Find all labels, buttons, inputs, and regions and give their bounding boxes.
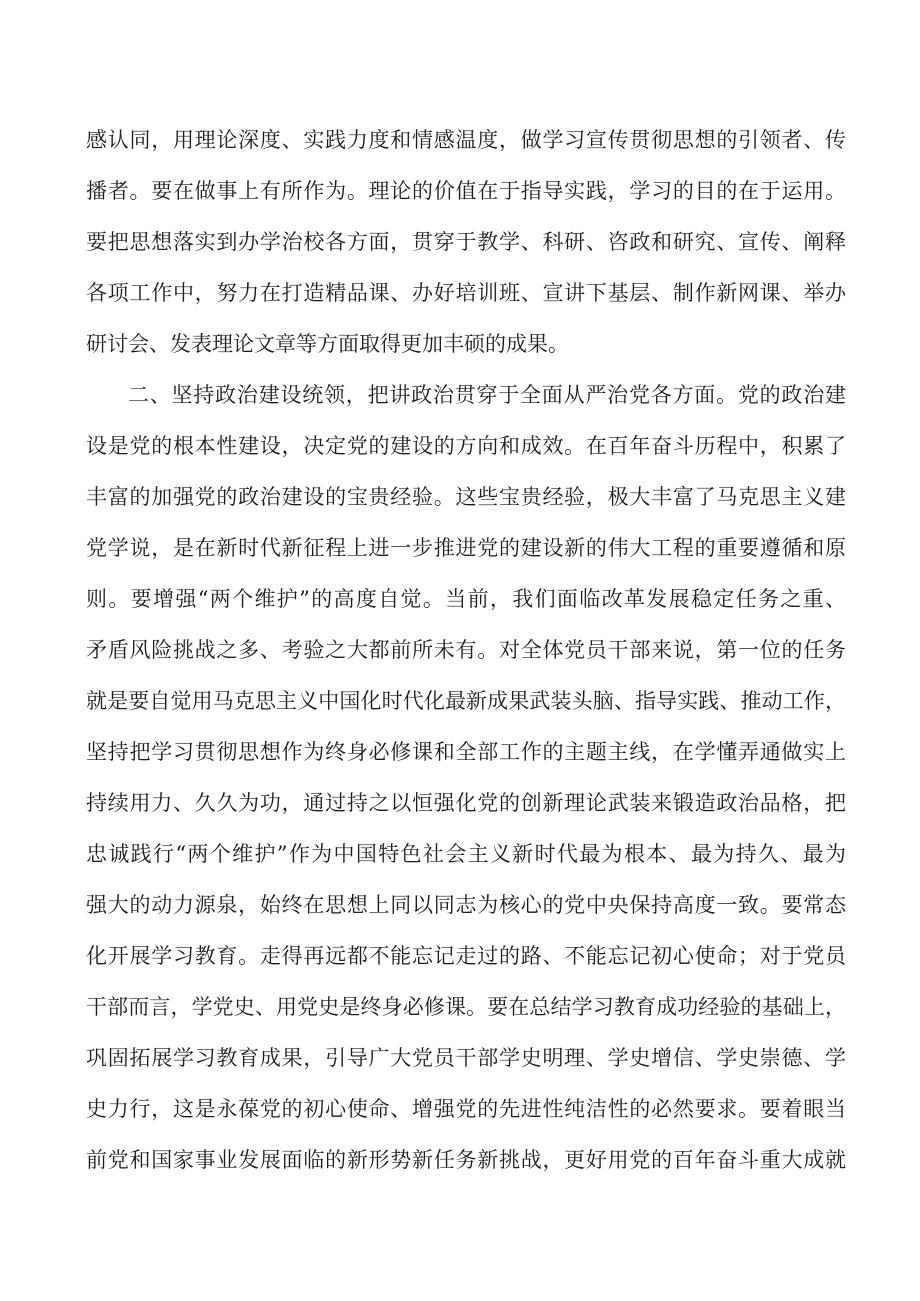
text-line: 化开展学习教育。走得再远都不能忘记走过的路、不能忘记初心使命；对于党员 xyxy=(86,944,846,968)
text-line: 坚持把学习贯彻思想作为终身必修课和全部工作的主题主线，在学懂弄通做实上 xyxy=(86,740,846,764)
text-line: 设是党的根本性建设，决定党的建设的方向和成效。在百年奋斗历程中，积累了 xyxy=(86,434,846,458)
text-line: 播者。要在做事上有所作为。理论的价值在于指导实践，学习的目的在于运用。 xyxy=(86,179,846,203)
paragraph-heading-line: 二、坚持政治建设统领，把讲政治贯穿于全面从严治党各方面。党的政治建 xyxy=(128,383,846,407)
text-line: 就是要自觉用马克思主义中国化时代化最新成果武装头脑、指导实践、推动工作， xyxy=(86,689,846,713)
text-line: 巩固拓展学习教育成果，引导广大党员干部学史明理、学史增信、学史崇德、学 xyxy=(86,1046,846,1070)
text-line: 强大的动力源泉，始终在思想上同以同志为核心的党中央保持高度一致。要常态 xyxy=(86,893,846,917)
text-line: 持续用力、久久为功，通过持之以恒强化党的创新理论武装来锻造政治品格，把 xyxy=(86,791,846,815)
text-line: 则。要增强“两个维护”的高度自觉。当前，我们面临改革发展稳定任务之重、 xyxy=(86,587,846,611)
text-line: 矛盾风险挑战之多、考验之大都前所未有。对全体党员干部来说，第一位的任务 xyxy=(86,638,846,662)
text-line: 党学说，是在新时代新征程上进一步推进党的建设新的伟大工程的重要遵循和原 xyxy=(86,536,846,560)
text-line: 丰富的加强党的政治建设的宝贵经验。这些宝贵经验，极大丰富了马克思主义建 xyxy=(86,485,846,509)
text-line: 干部而言，学党史、用党史是终身必修课。要在总结学习教育成功经验的基础上， xyxy=(86,995,846,1019)
text-line: 要把思想落实到办学治校各方面，贯穿于教学、科研、咨政和研究、宣传、阐释 xyxy=(86,230,846,254)
text-line: 各项工作中，努力在打造精品课、办好培训班、宣讲下基层、制作新网课、举办 xyxy=(86,281,846,305)
text-line: 前党和国家事业发展面临的新形势新任务新挑战，更好用党的百年奋斗重大成就 xyxy=(86,1148,846,1172)
text-line: 研讨会、发表理论文章等方面取得更加丰硕的成果。 xyxy=(86,332,569,356)
text-line: 史力行，这是永葆党的初心使命、增强党的先进性纯洁性的必然要求。要着眼当 xyxy=(86,1097,846,1121)
text-line: 感认同，用理论深度、实践力度和情感温度，做学习宣传贯彻思想的引领者、传 xyxy=(86,128,846,152)
text-line: 忠诚践行“两个维护”作为中国特色社会主义新时代最为根本、最为持久、最为 xyxy=(86,842,846,866)
